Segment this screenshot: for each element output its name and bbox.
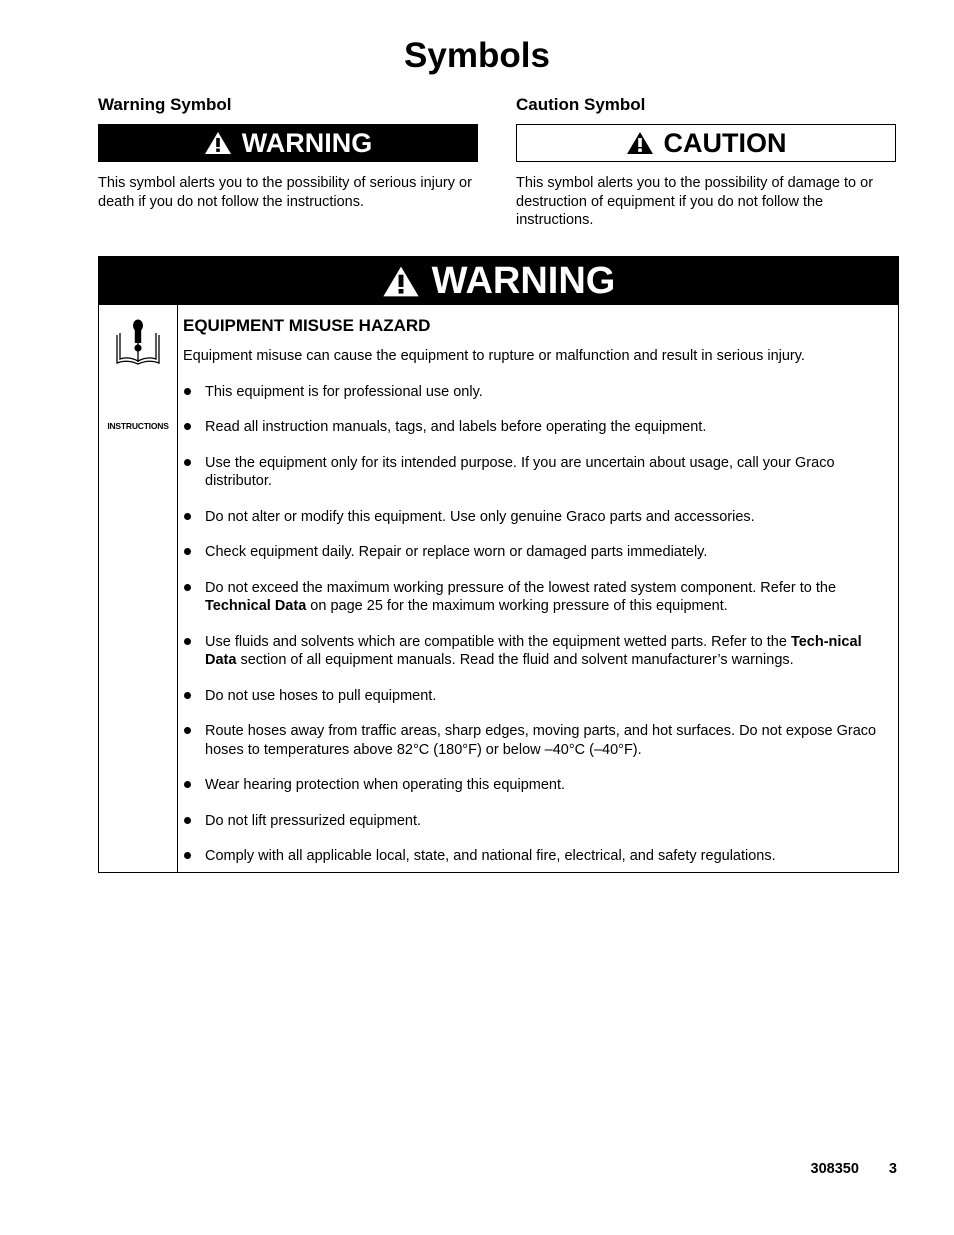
bullet-text: Route hoses away from traffic areas, sharp edges, moving parts, and hot surfaces. Do not expose Graco hoses to temperatures above 82°C (180°F) or below –40°C (–40°F). <box>205 723 877 758</box>
caution-symbol-description: This symbol alerts you to the possibility of damage to or destruction of equipment if you do not follow the instructions. <box>516 175 874 228</box>
page-number: 3 <box>888 1161 897 1177</box>
hazard-bullet-item <box>183 722 888 759</box>
bullet-text: Do not exceed the maximum working pressure of the lowest rated system component. Refer to the <box>205 579 837 596</box>
bullet-text: Read all instruction manuals, tags, and labels before operating the equipment. <box>205 419 707 435</box>
caution-banner <box>516 124 896 162</box>
hazard-bullet-item <box>183 776 888 795</box>
hazard-bullet-item <box>183 633 888 670</box>
warning-box-banner-label: WARNING <box>431 259 616 302</box>
warning-triangle-icon <box>382 265 420 298</box>
bullet-text: Do not use hoses to pull equipment. <box>205 687 437 704</box>
bullet-text: Use the equipment only for its intended purpose. If you are uncertain about usage, call your Graco distributor. <box>205 454 835 489</box>
read-instructions-book-icon <box>116 319 160 367</box>
hazard-bullet-item <box>183 579 888 616</box>
bullet-text: Wear hearing protection when operating this equipment. <box>205 777 566 793</box>
warning-banner-label: WARNING <box>241 127 373 158</box>
page-title: Symbols <box>404 36 550 75</box>
hazard-bullet-item <box>183 687 888 706</box>
hazard-bullet-item <box>183 383 888 402</box>
bullet-bold-text: Technical Data <box>205 598 307 614</box>
hazard-bullet-item <box>183 812 888 831</box>
hazard-title: EQUIPMENT MISUSE HAZARD <box>183 316 431 335</box>
equipment-misuse-warning-box <box>98 256 899 873</box>
warning-box-banner <box>99 257 898 305</box>
caution-symbol-heading: Caution Symbol <box>516 95 646 114</box>
bullet-text: Check equipment daily. Repair or replace worn or damaged parts immediately. <box>205 544 708 560</box>
bullet-text: This equipment is for professional use only. <box>205 383 483 400</box>
hazard-bullet-item <box>183 508 888 527</box>
bullet-text: Do not lift pressurized equipment. <box>205 812 421 829</box>
hazard-bullet-list <box>183 383 888 866</box>
instructions-icon-label: INSTRUCTIONS <box>107 421 169 431</box>
hazard-bullet-item <box>183 543 888 562</box>
bullet-text: Comply with all applicable local, state, and national fire, electrical, and safety regulations. <box>205 848 776 864</box>
warning-symbol-heading: Warning Symbol <box>98 95 232 114</box>
hazard-icon-column <box>99 305 178 872</box>
caution-symbol-section <box>516 94 896 230</box>
warning-symbol-description: This symbol alerts you to the possibility of serious injury or death if you do not follow the instructions. <box>98 175 472 210</box>
caution-triangle-icon <box>626 131 654 155</box>
hazard-content <box>183 315 888 866</box>
bullet-text: Use fluids and solvents which are compatible with the equipment wetted parts. Refer to the <box>205 633 791 650</box>
warning-symbol-section <box>98 94 478 211</box>
bullet-bold-text: Tech-nical Data <box>205 633 862 668</box>
page-footer <box>811 1161 897 1177</box>
bullet-text: on page 25 for the maximum working pressure of this equipment. <box>306 598 728 614</box>
document-number: 308350 <box>810 1161 859 1177</box>
hazard-bullet-item <box>183 454 888 491</box>
hazard-intro: Equipment misuse can cause the equipment to rupture or malfunction and result in serious injury. <box>183 348 805 364</box>
bullet-text: section of all equipment manuals. Read the fluid and solvent manufacturer’s warnings. <box>236 652 794 668</box>
hazard-bullet-item <box>183 418 888 437</box>
warning-triangle-icon <box>204 131 232 155</box>
hazard-bullet-item <box>183 847 888 866</box>
bullet-text: Do not alter or modify this equipment. Use only genuine Graco parts and accessories. <box>205 508 755 525</box>
caution-banner-label: CAUTION <box>663 127 787 158</box>
warning-banner <box>98 124 478 162</box>
